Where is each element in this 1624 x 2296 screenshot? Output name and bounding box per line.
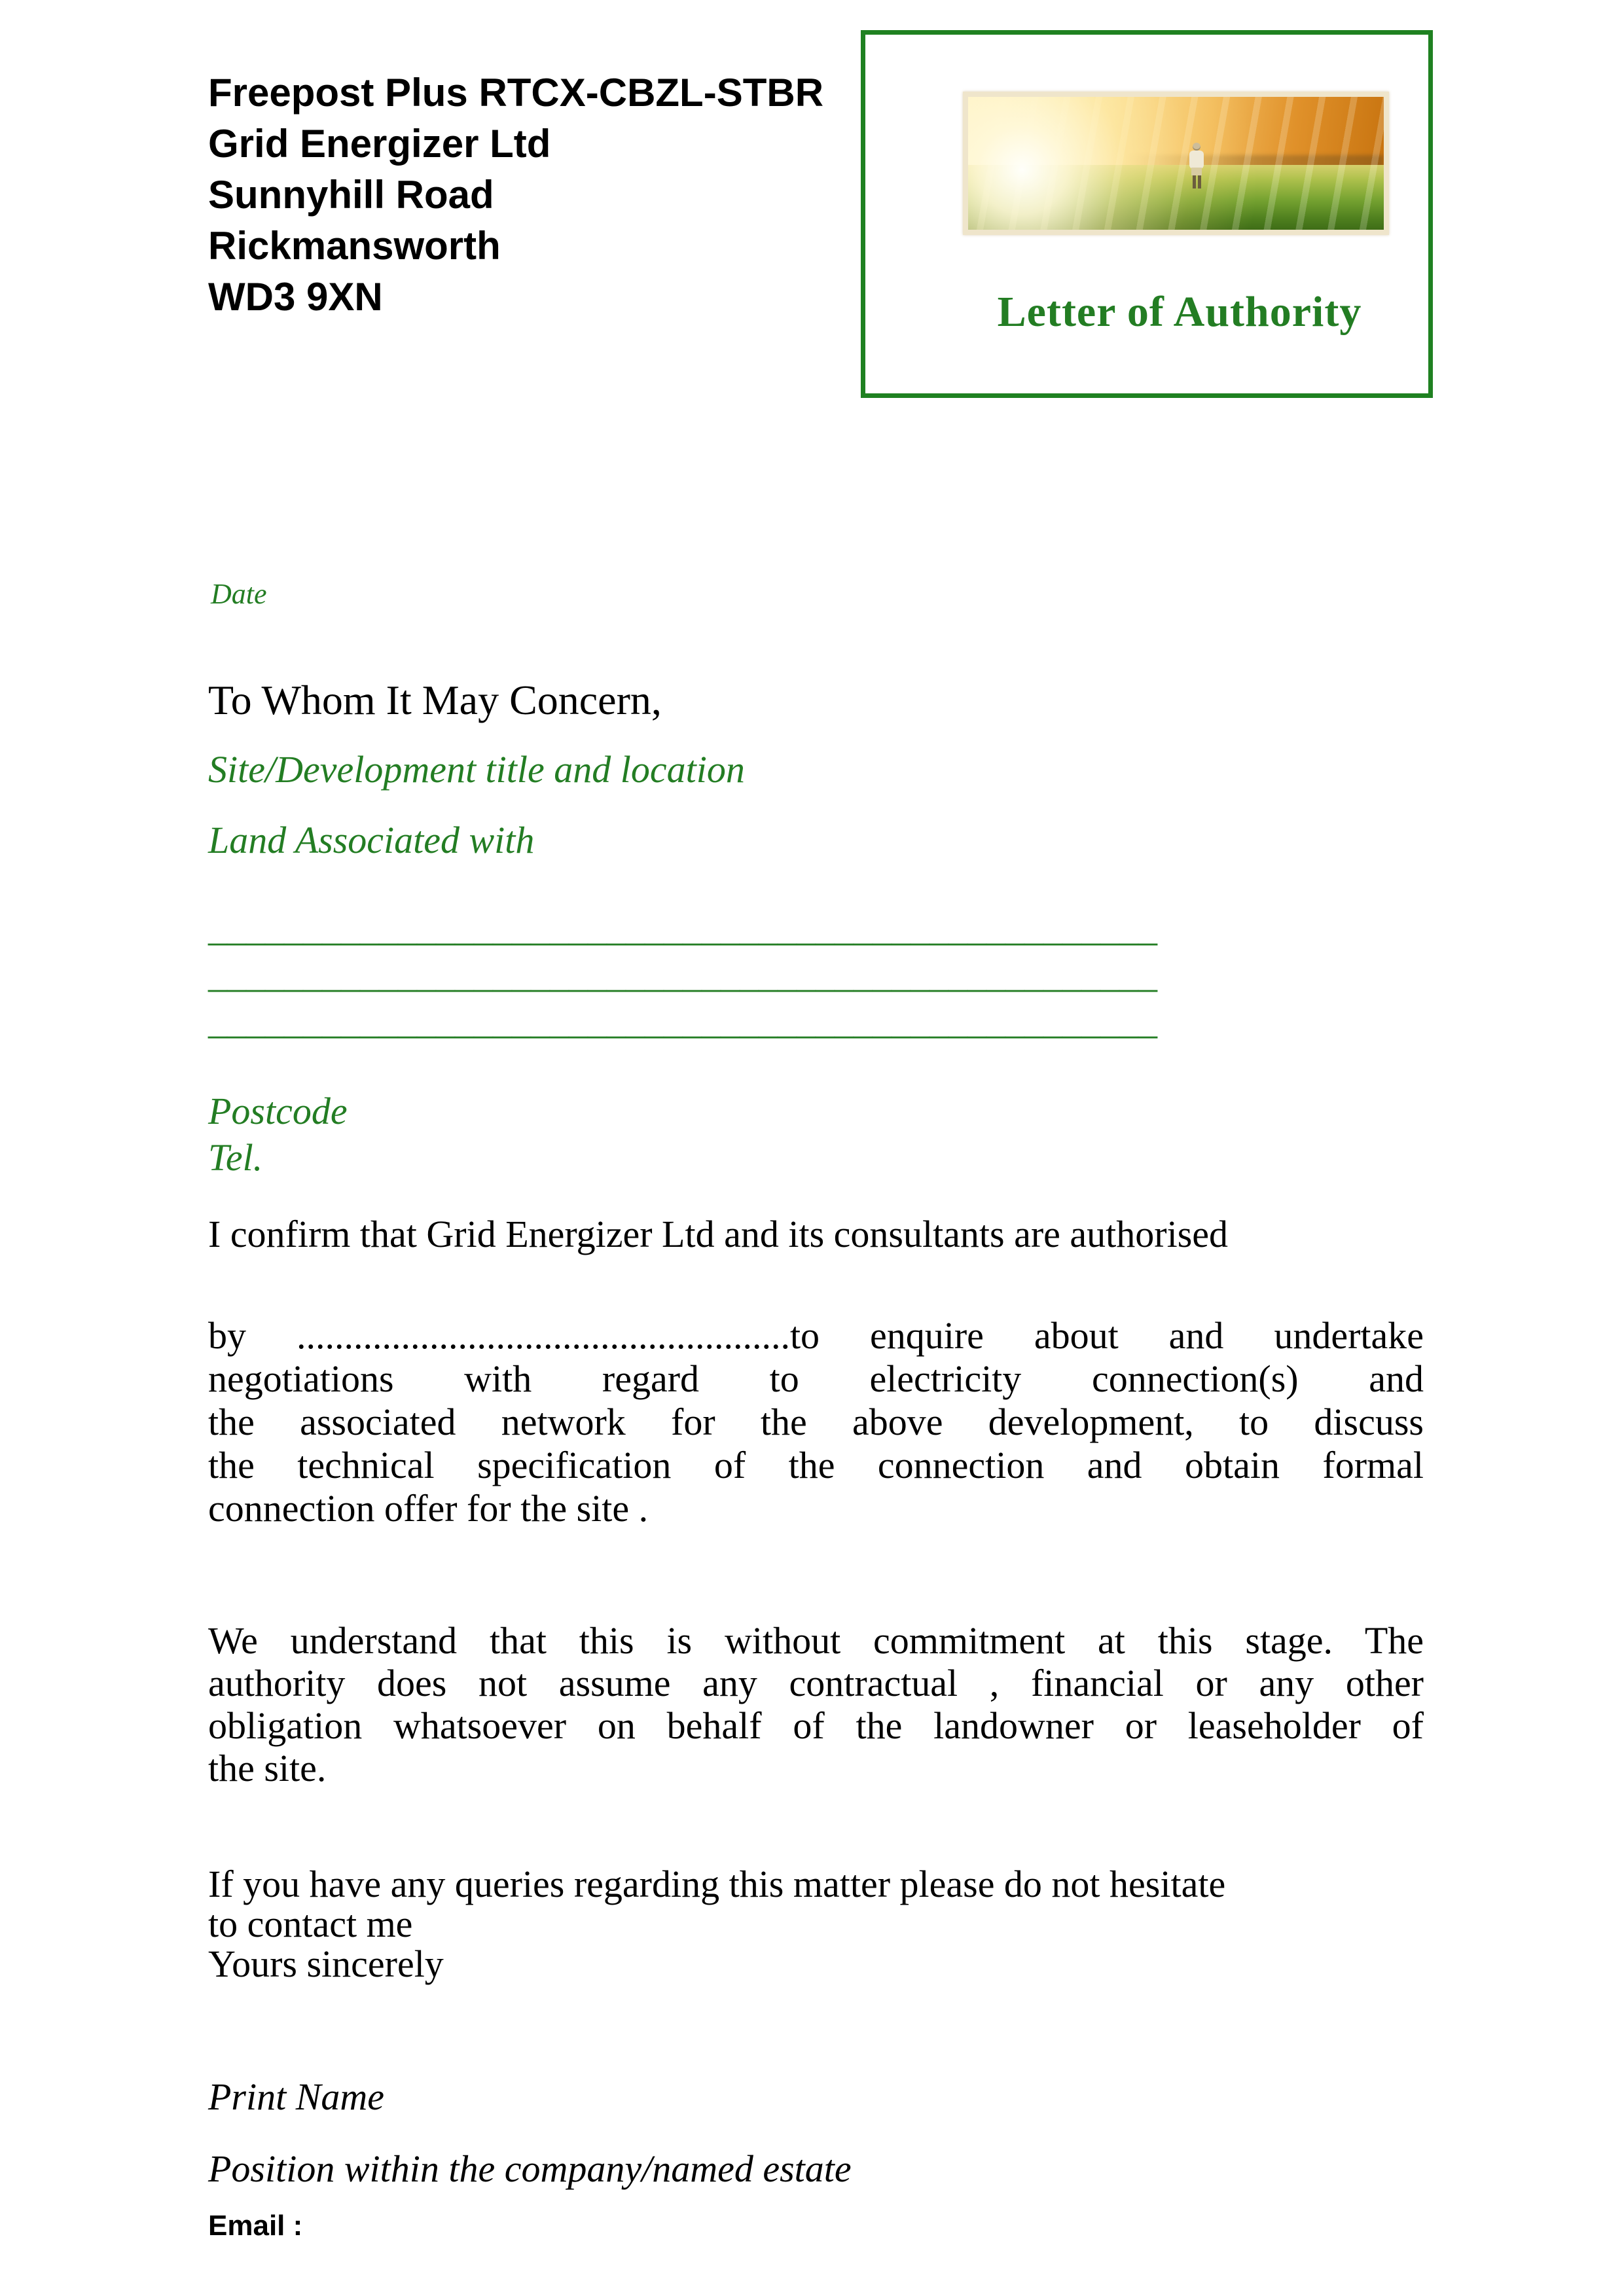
photo-person-walking xyxy=(1188,143,1205,188)
address-line-town: Rickmansworth xyxy=(208,224,501,268)
site-development-line: Site/Development title and location xyxy=(208,748,745,791)
sender-address xyxy=(208,67,823,323)
write-in-blank-lines xyxy=(208,905,1157,1044)
authorisation-line-1: by ....................................................to enquire about and undertake xyxy=(208,1314,1424,1357)
header-box xyxy=(861,30,1433,398)
photo-sun-glow xyxy=(968,97,1384,230)
postcode-label: Postcode xyxy=(208,1090,348,1132)
contact-labels xyxy=(208,1088,348,1181)
blank-line-3: __________________________________________________ xyxy=(208,999,1157,1042)
commitment-line-3: obligation whatsoever on behalf of the landowner or leaseholder of xyxy=(208,1704,1424,1747)
person-torso xyxy=(1189,151,1204,169)
email-label: Email : xyxy=(208,2210,303,2242)
person-shorts xyxy=(1191,168,1202,175)
authorisation-line-4: the technical specification of the connection and obtain formal xyxy=(208,1444,1424,1486)
date-label: Date xyxy=(211,578,267,610)
print-name-label: Print Name xyxy=(208,2075,385,2118)
authorisation-line-2: negotiations with regard to electricity connection(s) and xyxy=(208,1357,1424,1400)
address-line-freepost: Freepost Plus RTCX-CBZL-STBR xyxy=(208,71,824,115)
commitment-line-1: We understand that this is without commitment at this stage. The xyxy=(208,1619,1424,1662)
queries-line-1: If you have any queries regarding this matter please do not hesitate xyxy=(208,1863,1226,1905)
address-line-postcode: WD3 9XN xyxy=(208,275,383,319)
blank-line-2: __________________________________________________ xyxy=(208,953,1157,996)
person-head xyxy=(1193,143,1200,151)
header-photo xyxy=(963,92,1389,235)
salutation: To Whom It May Concern, xyxy=(208,677,662,723)
commitment-line-2: authority does not assume any contractual , financial or any other xyxy=(208,1662,1424,1704)
person-left-leg xyxy=(1193,175,1196,188)
address-line-company: Grid Energizer Ltd xyxy=(208,122,551,166)
tel-label: Tel. xyxy=(208,1136,263,1179)
queries-line-2: to contact me xyxy=(208,1903,413,1945)
authorisation-line-3: the associated network for the above development, to discuss xyxy=(208,1401,1424,1443)
commitment-line-4: the site. xyxy=(208,1747,327,1789)
confirmation-line: I confirm that Grid Energizer Ltd and its consultants are authorised xyxy=(208,1213,1229,1255)
commitment-paragraph xyxy=(208,1619,1424,1789)
document-title: Letter of Authority xyxy=(997,288,1362,336)
blank-line-1: __________________________________________________ xyxy=(208,906,1157,949)
queries-paragraph xyxy=(208,1864,1465,1984)
position-label: Position within the company/named estate xyxy=(208,2147,852,2190)
queries-line-3: Yours sincerely xyxy=(208,1943,444,1985)
authorisation-line-5: connection offer for the site . xyxy=(208,1487,649,1530)
person-right-leg xyxy=(1198,175,1201,188)
land-associated-line: Land Associated with xyxy=(208,819,535,861)
authorisation-paragraph xyxy=(208,1314,1424,1530)
address-line-street: Sunnyhill Road xyxy=(208,173,494,217)
